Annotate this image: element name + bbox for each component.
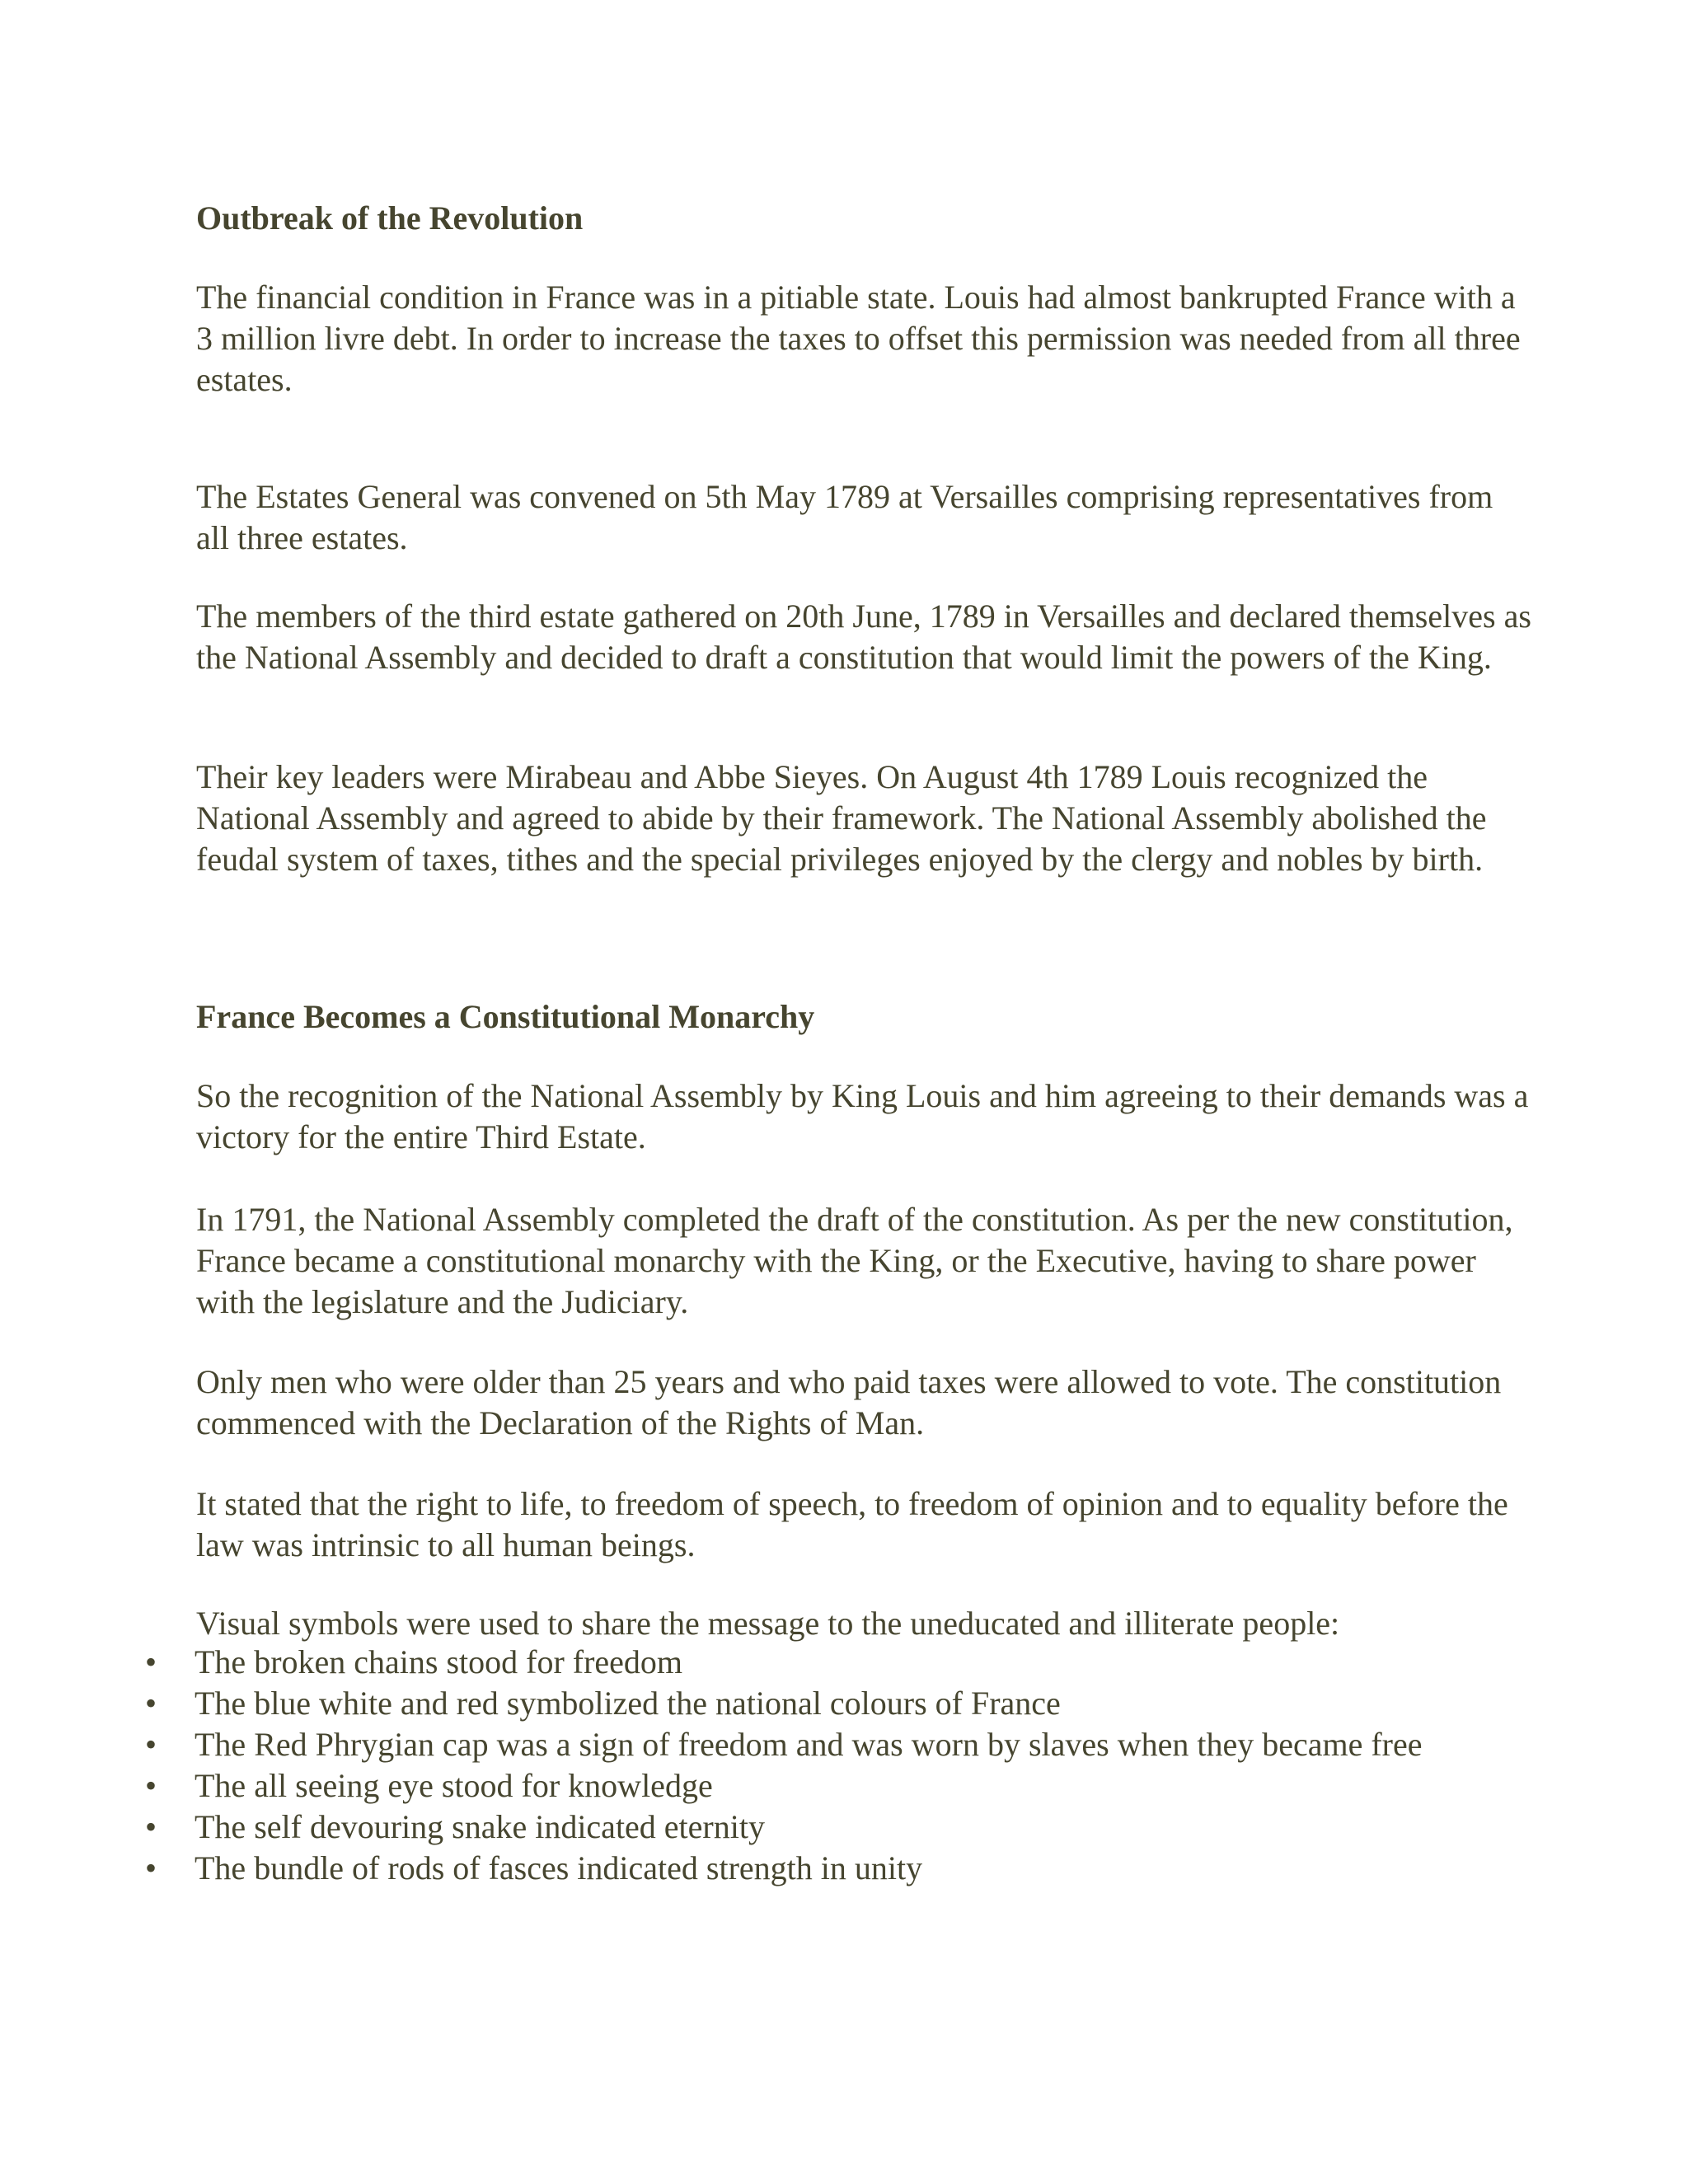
paragraph-third-estate: The members of the third estate gathered on 20th June, 1789 in Versailles and declared themselves as the National Assembly and decided to draft a constitution that would limit the powers of the King. [196, 598, 1531, 676]
list-item-text: The broken chains stood for freedom [195, 1643, 683, 1680]
bullet-icon: • [145, 1808, 157, 1845]
bullet-icon: • [145, 1767, 157, 1804]
paragraph-estates-general: The Estates General was convened on 5th May 1789 at Versailles comprising representatives from all three estates. [196, 478, 1493, 556]
paragraph-voting: Only men who were older than 25 years and who paid taxes were allowed to vote. The constitution commenced with the Declaration of the Rights of Man. [196, 1363, 1502, 1441]
paragraph-financial-condition: The financial condition in France was in a pitiable state. Louis had almost bankrupted France with a 3 million livre debt. In order to increase the taxes to offset this permission was needed from all three estates. [196, 279, 1521, 398]
paragraph-key-leaders: Their key leaders were Mirabeau and Abbe Sieyes. On August 4th 1789 Louis recognized the National Assembly and agreed to abide by their framework. The National Assembly abolished the feudal system of taxes, tithes and the special privileges enjoyed by the clergy and nobles by birth. [196, 758, 1487, 878]
paragraph-visual-symbols: Visual symbols were used to share the message to the uneducated and illiterate people: [196, 1605, 1340, 1642]
list-item [145, 1765, 1546, 1807]
list-item-text: The Red Phrygian cap was a sign of freedom and was worn by slaves when they became free [195, 1726, 1423, 1763]
paragraph-rights: It stated that the right to life, to freedom of speech, to freedom of opinion and to equality before the law was intrinsic to all human beings. [196, 1485, 1508, 1563]
symbols-list [145, 1642, 1546, 1889]
list-item [145, 1848, 1546, 1889]
section-heading-constitutional-monarchy: France Becomes a Constitutional Monarchy [196, 998, 815, 1035]
bullet-icon: • [145, 1643, 157, 1680]
list-item [145, 1724, 1546, 1765]
bullet-icon: • [145, 1726, 157, 1763]
list-item-text: The self devouring snake indicated eternity [195, 1808, 765, 1845]
list-item-text: The blue white and red symbolized the national colours of France [195, 1685, 1061, 1722]
list-item-text: The all seeing eye stood for knowledge [195, 1767, 713, 1804]
list-item-text: The bundle of rods of fasces indicated strength in unity [195, 1849, 923, 1886]
bullet-icon: • [145, 1849, 157, 1886]
section-heading-outbreak: Outbreak of the Revolution [196, 199, 584, 237]
bullet-icon: • [145, 1685, 157, 1722]
paragraph-constitution-draft: In 1791, the National Assembly completed the draft of the constitution. As per the new constitution, France became a constitutional monarchy with the King, or the Executive, having to share power with the legislature and the Judiciary. [196, 1201, 1513, 1320]
list-item [145, 1642, 1546, 1683]
list-item [145, 1807, 1546, 1848]
paragraph-recognition: So the recognition of the National Assembly by King Louis and him agreeing to their demands was a victory for the entire Third Estate. [196, 1077, 1529, 1155]
list-item [145, 1683, 1546, 1724]
